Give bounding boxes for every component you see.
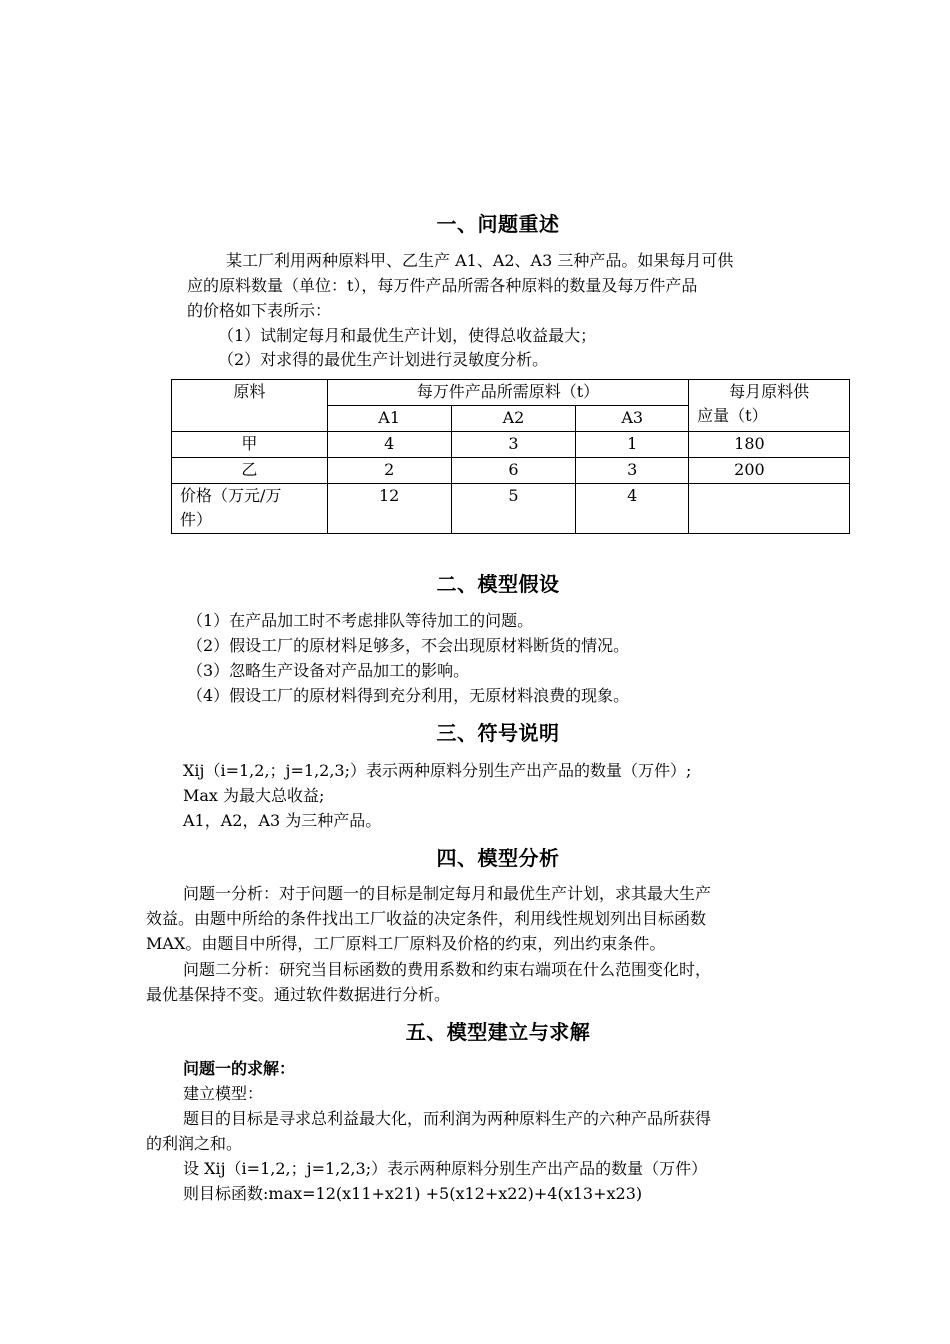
table-header-row: [172, 380, 850, 406]
header-need: 每万件产品所需原料（t）: [327, 380, 688, 406]
table-cell: 2: [327, 458, 451, 484]
list-item: （1）在产品加工时不考虑排队等待加工的问题。: [187, 611, 534, 630]
table-row: [172, 432, 850, 458]
list-item: （2）假设工厂的原材料足够多，不会出现原材料断货的情况。: [187, 636, 630, 655]
row-label: 甲: [172, 432, 328, 458]
paragraph-line: 问题一分析：对于问题一的目标是制定每月和最优生产计划，求其最大生产: [183, 884, 712, 903]
section-2-title: 二、模型假设: [436, 572, 560, 596]
row-label: 乙: [172, 458, 328, 484]
paragraph-line: 题目的目标是寻求总利益最大化，而利润为两种原料生产的六种产品所获得: [183, 1109, 712, 1128]
paragraph-line: MAX。由题目中所得，工厂原料工厂原料及价格的约束，列出约束条件。: [146, 934, 666, 953]
paragraph-line: 建立模型：: [183, 1084, 264, 1103]
table-cell: 3: [576, 458, 689, 484]
table-cell: 5: [451, 484, 576, 534]
section-3-title: 三、符号说明: [436, 721, 560, 745]
paragraph-line: 问题二分析：研究当目标函数的费用系数和约束右端项在什么范围变化时，: [183, 960, 712, 979]
subsection-title: 问题一的求解：: [183, 1059, 296, 1078]
list-item: Xij（i=1,2,；j=1,2,3;）表示两种原料分别生产出产品的数量（万件）;: [183, 761, 692, 780]
section-1-title: 一、问题重述: [436, 212, 560, 236]
formula-line: 则目标函数:max=12(x11+x21) +5(x12+x22)+4(x13+x23): [183, 1184, 643, 1203]
list-item: Max 为最大总收益;: [183, 786, 325, 805]
task-item: （1）试制定每月和最优生产计划，使得总收益最大；: [218, 326, 597, 345]
paragraph-line: 某工厂利用两种原料甲、乙生产 A1、A2、A3 三种产品。如果每月可供: [226, 251, 734, 270]
col-a3: A3: [576, 406, 689, 432]
list-item: （3）忽略生产设备对产品加工的影响。: [187, 661, 470, 680]
materials-table: [171, 379, 850, 534]
paragraph-line: 的利润之和。: [146, 1134, 243, 1153]
table-row: [172, 484, 850, 534]
paragraph-line: 最优基保持不变。通过软件数据进行分析。: [146, 985, 451, 1004]
table-row: [172, 458, 850, 484]
table-cell: 180: [689, 432, 850, 458]
section-5-title: 五、模型建立与求解: [405, 1020, 591, 1044]
col-a1: A1: [327, 406, 451, 432]
table-cell: 12: [327, 484, 451, 534]
table-cell: 1: [576, 432, 689, 458]
section-4-title: 四、模型分析: [436, 846, 560, 870]
header-material: 原料: [172, 380, 328, 432]
table-cell-empty: [689, 484, 850, 534]
col-a2: A2: [451, 406, 576, 432]
paragraph-line: 设 Xij（i=1,2,；j=1,2,3;）表示两种原料分别生产出产品的数量（万件）: [183, 1159, 708, 1178]
table-cell: 200: [689, 458, 850, 484]
header-supply: 每月原料供 应量（t）: [689, 380, 850, 432]
table-cell: 4: [327, 432, 451, 458]
table-cell: 3: [451, 432, 576, 458]
row-label-price: 价格（万元/万 件）: [172, 484, 328, 534]
table-cell: 4: [576, 484, 689, 534]
paragraph-line: 的价格如下表所示：: [187, 301, 332, 320]
table-cell: 6: [451, 458, 576, 484]
paragraph-line: 效益。由题中所给的条件找出工厂收益的决定条件，利用线性规划列出目标函数: [146, 909, 707, 928]
list-item: A1，A2，A3 为三种产品。: [183, 811, 382, 830]
list-item: （4）假设工厂的原材料得到充分利用，无原材料浪费的现象。: [187, 686, 630, 705]
task-item: （2）对求得的最优生产计划进行灵敏度分析。: [218, 350, 549, 369]
paragraph-line: 应的原料数量（单位：t），每万件产品所需各种原料的数量及每万件产品: [187, 276, 698, 295]
